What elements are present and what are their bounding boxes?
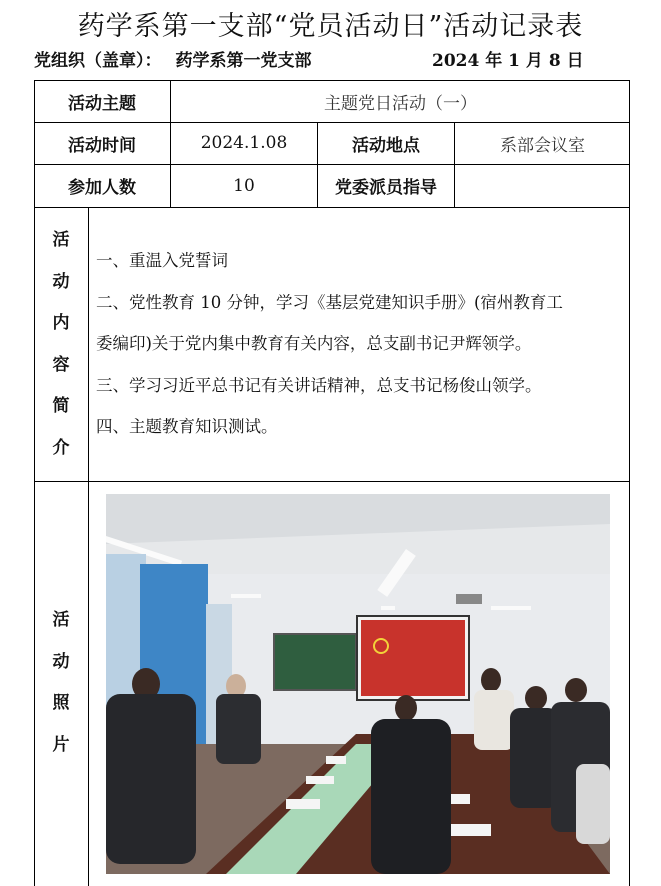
theme-label: 活动主题	[68, 93, 136, 114]
photo-scene	[106, 494, 610, 874]
document-title: 药学系第一支部“党员活动日”活动记录表	[77, 11, 584, 42]
col-line-section	[88, 207, 89, 886]
content-label-char: 简	[52, 396, 70, 416]
theme-value: 主题党日活动（一）	[324, 93, 477, 114]
place-label: 活动地点	[352, 135, 420, 156]
time-value: 2024.1.08	[200, 133, 288, 153]
ceiling-light-icon	[381, 606, 395, 610]
record-form	[34, 80, 630, 886]
activity-content	[96, 240, 626, 448]
org-name: 药学系第一党支部	[175, 51, 312, 71]
content-label-char: 容	[52, 354, 70, 375]
content-label-char: 活	[52, 230, 70, 250]
place-value: 系部会议室	[500, 135, 585, 156]
record-date: 2024 年 1 月 8 日	[432, 51, 584, 71]
row-line-4	[34, 481, 630, 482]
content-line: 委编印)关于党内集中教育有关内容，总支副书记尹辉领学。	[96, 334, 532, 353]
ceiling-light-icon	[231, 594, 261, 598]
content-label-char: 介	[52, 437, 70, 458]
photo-label-char: 片	[52, 734, 70, 755]
activity-photo	[106, 494, 610, 874]
guide-label: 党委派员指导	[335, 178, 437, 198]
photo-section-label	[34, 600, 88, 766]
ceiling-light-icon	[491, 606, 531, 610]
photo-label-char: 照	[52, 693, 70, 713]
row-line-3	[34, 207, 630, 208]
projector	[456, 594, 482, 604]
content-line: 一、重温入党誓词	[96, 251, 228, 270]
content-line: 四、主题教育知识测试。	[96, 417, 278, 436]
person	[576, 764, 610, 844]
projection-slide	[361, 620, 465, 696]
content-line: 二、党性教育 10 分钟，学习《基层党建知识手册》(宿州教育工	[96, 292, 563, 312]
blackboard	[274, 634, 356, 690]
photo-label-char: 活	[52, 610, 70, 630]
person	[106, 694, 196, 864]
content-label-char: 内	[52, 313, 70, 333]
content-section-label	[34, 220, 88, 469]
photo-label-char: 动	[52, 651, 70, 672]
content-line: 三、学习习近平总书记有关讲话精神，总支书记杨俊山领学。	[96, 375, 542, 395]
time-label: 活动时间	[68, 135, 136, 156]
person	[371, 719, 451, 874]
attendance-value: 10	[233, 175, 255, 196]
person	[216, 694, 261, 764]
org-label: 党组织（盖章）：	[34, 51, 162, 71]
person	[510, 708, 558, 808]
attendance-label: 参加人数	[68, 178, 136, 198]
person	[474, 690, 514, 750]
content-label-char: 动	[52, 271, 70, 292]
org-line	[34, 46, 312, 71]
guide-value	[455, 164, 630, 207]
